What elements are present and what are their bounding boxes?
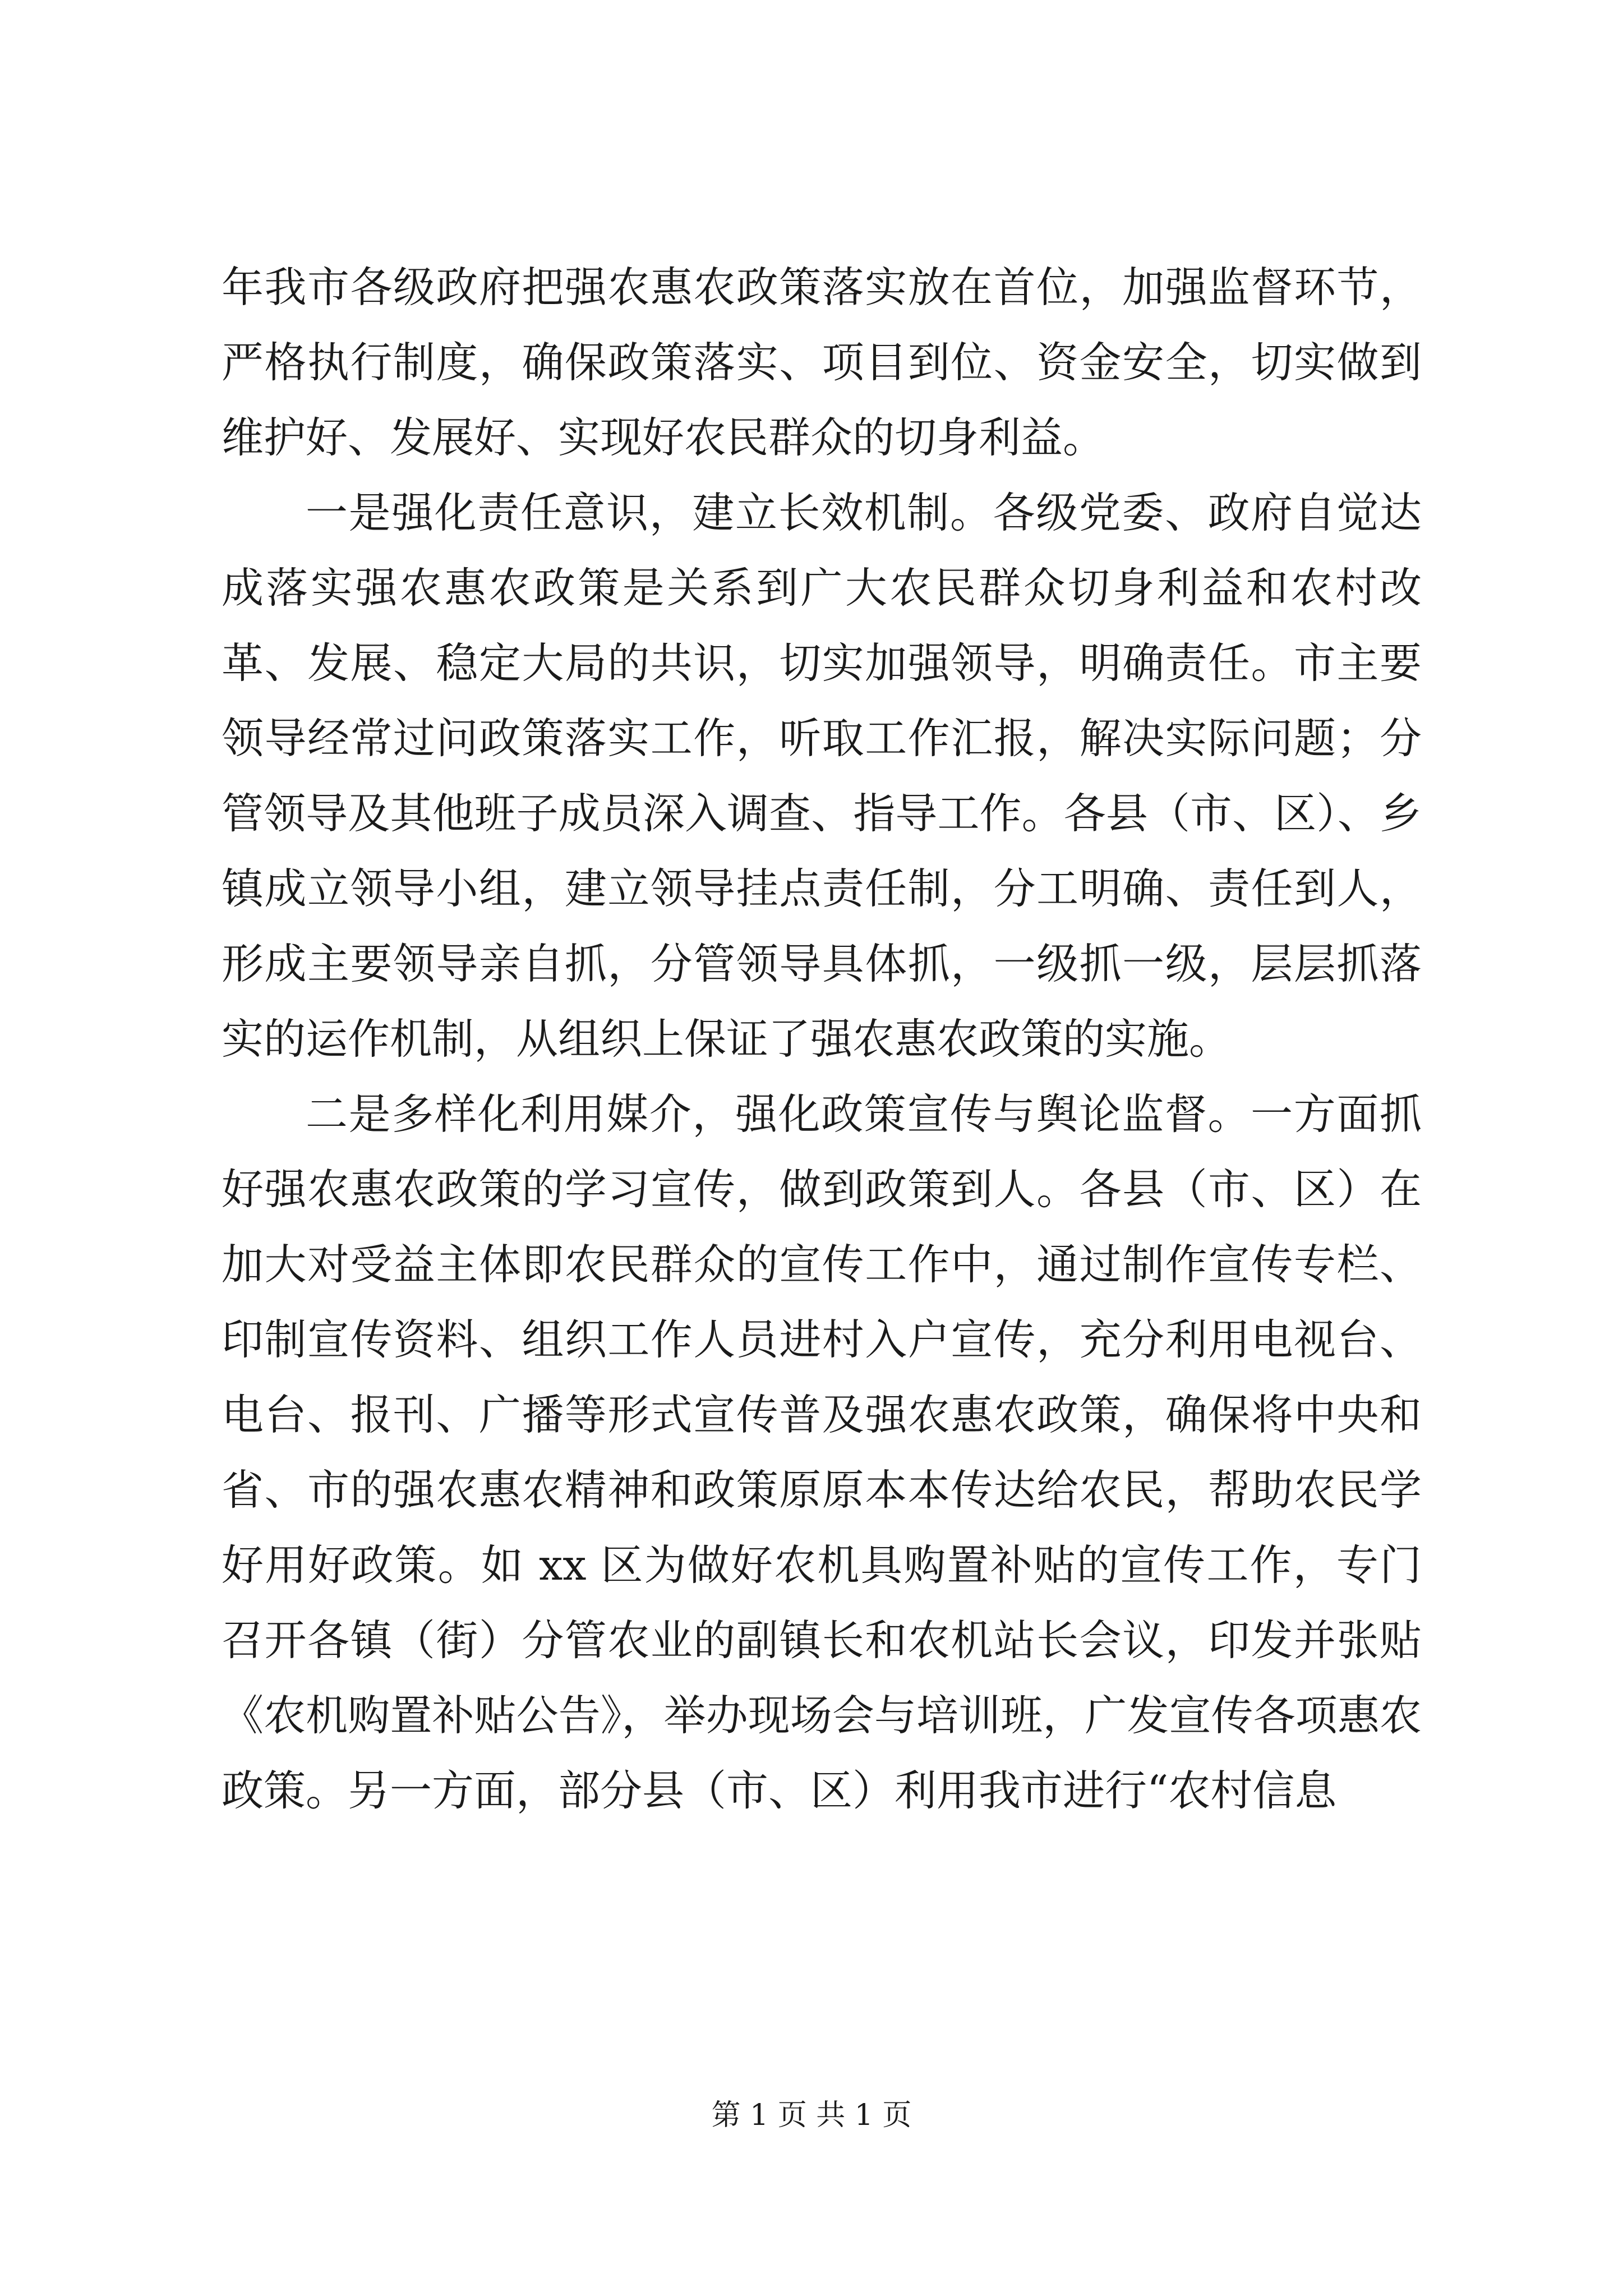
document-body [222, 250, 1422, 1828]
paragraph-intro: 年我市各级政府把强农惠农政策落实放在首位，加强监督环节，严格执行制度，确保政策落实、项目到位、资金安全，切实做到维护好、发展好、实现好农民群众的切身利益。 [222, 263, 1422, 462]
page-footer: 第 1 页 共 1 页 [711, 2099, 912, 2132]
paragraph-media-publicity: 二是多样化利用媒介，强化政策宣传与舆论监督。一方面抓好强农惠农政策的学习宣传，做到政策到人。各县（市、区）在加大对受益主体即农民群众的宣传工作中，通过制作宣传专栏、印制宣传资料、组织工作人员进村入户宣传，充分利用电视台、电台、报刊、广播等形式宣传普及强农惠农政策，确保将中央和省、市的强农惠农精神和政策原原本本传达给农民，帮助农民学好用好政策。如 xx 区为做好农机具购置补贴的宣传工作，专门召开各镇（街）分管农业的副镇长和农机站长会议，印发并张贴《农机购置补贴公告》，举办现场会与培训班，广发宣传各项惠农政策。另一方面，部分县（市、区）利用我市进行“农村信息 [222, 1089, 1422, 1815]
paragraph-responsibility: 一是强化责任意识，建立长效机制。各级党委、政府自觉达成落实强农惠农政策是关系到广大农民群众切身利益和农村改革、发展、稳定大局的共识，切实加强领导，明确责任。市主要领导经常过问政策落实工作，听取工作汇报，解决实际问题；分管领导及其他班子成员深入调查、指导工作。各县（市、区）、乡镇成立领导小组，建立领导挂点责任制，分工明确、责任到人，形成主要领导亲自抓，分管领导具体抓，一级抓一级，层层抓落实的运作机制，从组织上保证了强农惠农政策的实施。 [222, 488, 1422, 1064]
